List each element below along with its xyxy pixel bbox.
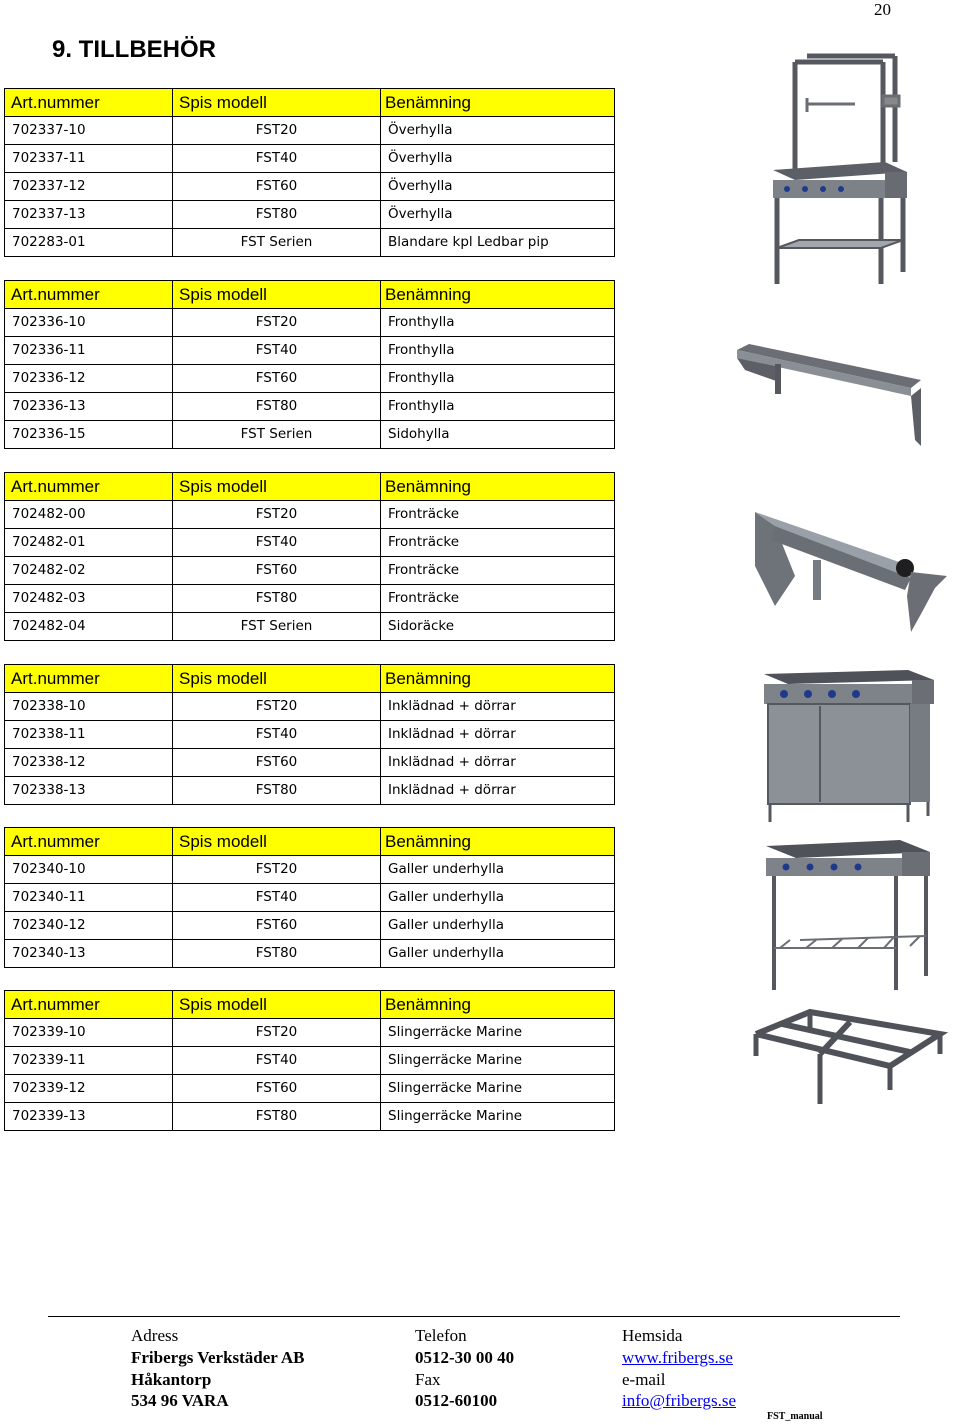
stove-model-cell: FST80 <box>173 777 381 805</box>
table-row <box>5 309 615 337</box>
designation-cell: Slingerräcke Marine <box>381 1019 615 1047</box>
stove-model-cell: FST20 <box>173 1019 381 1047</box>
art-number-cell: 702336-10 <box>5 309 173 337</box>
table-row <box>5 912 615 940</box>
footer-address-label: Adress <box>131 1326 179 1345</box>
header-art-number: Art.nummer <box>5 281 173 309</box>
header-stove-model: Spis modell <box>173 281 381 309</box>
header-art-number: Art.nummer <box>5 473 173 501</box>
header-stove-model: Spis modell <box>173 828 381 856</box>
stove-model-cell: FST80 <box>173 393 381 421</box>
art-number-cell: 702338-12 <box>5 749 173 777</box>
art-number-cell: 702482-04 <box>5 613 173 641</box>
table-row <box>5 421 615 449</box>
designation-cell: Sidohylla <box>381 421 615 449</box>
table-row <box>5 585 615 613</box>
accessory-table <box>4 472 615 641</box>
art-number-cell: 702337-10 <box>5 117 173 145</box>
designation-cell: Galler underhylla <box>381 912 615 940</box>
designation-cell: Galler underhylla <box>381 940 615 968</box>
stove-model-cell: FST60 <box>173 912 381 940</box>
table-header-row <box>5 281 615 309</box>
art-number-cell: 702337-13 <box>5 201 173 229</box>
manual-tag: FST_manual <box>767 1411 823 1422</box>
table-row <box>5 529 615 557</box>
accessory-table <box>4 827 615 968</box>
art-number-cell: 702336-13 <box>5 393 173 421</box>
art-number-cell: 702339-10 <box>5 1019 173 1047</box>
designation-cell: Fronthylla <box>381 393 615 421</box>
art-number-cell: 702338-10 <box>5 693 173 721</box>
designation-cell: Sidoräcke <box>381 613 615 641</box>
stove-model-cell: FST60 <box>173 1075 381 1103</box>
table-row <box>5 173 615 201</box>
art-number-cell: 702337-12 <box>5 173 173 201</box>
table-header-row <box>5 473 615 501</box>
section-title: 9. TILLBEHÖR <box>52 36 217 63</box>
header-designation: Benämning <box>381 991 615 1019</box>
designation-cell: Slingerräcke Marine <box>381 1075 615 1103</box>
art-number-cell: 702339-12 <box>5 1075 173 1103</box>
designation-cell: Fronträcke <box>381 501 615 529</box>
designation-cell: Inklädnad + dörrar <box>381 749 615 777</box>
designation-cell: Slingerräcke Marine <box>381 1103 615 1131</box>
stove-model-cell: FST80 <box>173 585 381 613</box>
header-stove-model: Spis modell <box>173 991 381 1019</box>
art-number-cell: 702340-12 <box>5 912 173 940</box>
art-number-cell: 702340-13 <box>5 940 173 968</box>
art-number-cell: 702283-01 <box>5 229 173 257</box>
stove-model-cell: FST20 <box>173 501 381 529</box>
designation-cell: Överhylla <box>381 201 615 229</box>
footer-fax-label: Fax <box>415 1370 441 1389</box>
table-row <box>5 693 615 721</box>
table-row <box>5 1075 615 1103</box>
marine-rail-illustration <box>750 994 950 1134</box>
cladding-doors-illustration <box>758 666 938 826</box>
designation-cell: Slingerräcke Marine <box>381 1047 615 1075</box>
stove-model-cell: FST40 <box>173 721 381 749</box>
accessory-table <box>4 664 615 805</box>
table-row <box>5 856 615 884</box>
table-row <box>5 501 615 529</box>
header-designation: Benämning <box>381 281 615 309</box>
footer-email-label: e-mail <box>622 1370 666 1389</box>
art-number-cell: 702339-11 <box>5 1047 173 1075</box>
table-row <box>5 337 615 365</box>
designation-cell: Överhylla <box>381 117 615 145</box>
header-designation: Benämning <box>381 665 615 693</box>
table-header-row <box>5 991 615 1019</box>
stove-model-cell: FST Serien <box>173 421 381 449</box>
designation-cell: Överhylla <box>381 145 615 173</box>
stove-model-cell: FST40 <box>173 884 381 912</box>
designation-cell: Inklädnad + dörrar <box>381 721 615 749</box>
designation-cell: Fronträcke <box>381 585 615 613</box>
table-header-row <box>5 89 615 117</box>
header-stove-model: Spis modell <box>173 473 381 501</box>
designation-cell: Fronthylla <box>381 309 615 337</box>
table-header-row <box>5 665 615 693</box>
designation-cell: Fronträcke <box>381 557 615 585</box>
table-row <box>5 884 615 912</box>
stove-model-cell: FST Serien <box>173 229 381 257</box>
art-number-cell: 702340-11 <box>5 884 173 912</box>
stove-model-cell: FST60 <box>173 173 381 201</box>
art-number-cell: 702336-12 <box>5 365 173 393</box>
art-number-cell: 702482-01 <box>5 529 173 557</box>
art-number-cell: 702482-00 <box>5 501 173 529</box>
table-row <box>5 365 615 393</box>
footer-phone: 0512-30 00 40 <box>415 1348 515 1367</box>
art-number-cell: 702337-11 <box>5 145 173 173</box>
header-art-number: Art.nummer <box>5 991 173 1019</box>
page-number: 20 <box>874 0 891 19</box>
header-designation: Benämning <box>381 828 615 856</box>
stove-model-cell: FST80 <box>173 1103 381 1131</box>
header-stove-model: Spis modell <box>173 665 381 693</box>
front-rail-illustration <box>735 506 950 636</box>
designation-cell: Överhylla <box>381 173 615 201</box>
stove-model-cell: FST20 <box>173 309 381 337</box>
designation-cell: Fronträcke <box>381 529 615 557</box>
designation-cell: Fronthylla <box>381 337 615 365</box>
header-art-number: Art.nummer <box>5 89 173 117</box>
art-number-cell: 702338-13 <box>5 777 173 805</box>
table-row <box>5 940 615 968</box>
footer-rule <box>48 1316 900 1317</box>
table-row <box>5 393 615 421</box>
table-header-row <box>5 828 615 856</box>
table-row <box>5 201 615 229</box>
footer-postal: 534 96 VARA <box>131 1391 229 1410</box>
stove-model-cell: FST40 <box>173 1047 381 1075</box>
stove-model-cell: FST80 <box>173 201 381 229</box>
stove-model-cell: FST Serien <box>173 613 381 641</box>
stove-model-cell: FST20 <box>173 117 381 145</box>
table-row <box>5 117 615 145</box>
accessory-table <box>4 990 615 1131</box>
footer-web-label: Hemsida <box>622 1326 683 1345</box>
designation-cell: Inklädnad + dörrar <box>381 693 615 721</box>
footer-street: Håkantorp <box>131 1370 212 1389</box>
art-number-cell: 702336-15 <box>5 421 173 449</box>
header-designation: Benämning <box>381 473 615 501</box>
header-art-number: Art.nummer <box>5 828 173 856</box>
designation-cell: Inklädnad + dörrar <box>381 777 615 805</box>
header-designation: Benämning <box>381 89 615 117</box>
accessory-table <box>4 280 615 449</box>
designation-cell: Fronthylla <box>381 365 615 393</box>
table-row <box>5 613 615 641</box>
overhead-shelf-stove-illustration <box>755 52 915 292</box>
art-number-cell: 702338-11 <box>5 721 173 749</box>
grid-undershelf-stove-illustration <box>760 836 940 996</box>
stove-model-cell: FST60 <box>173 557 381 585</box>
art-number-cell: 702336-11 <box>5 337 173 365</box>
stove-model-cell: FST40 <box>173 145 381 173</box>
accessory-table <box>4 88 615 257</box>
art-number-cell: 702482-03 <box>5 585 173 613</box>
stove-model-cell: FST80 <box>173 940 381 968</box>
designation-cell: Galler underhylla <box>381 856 615 884</box>
front-shelf-illustration <box>735 340 930 450</box>
header-stove-model: Spis modell <box>173 89 381 117</box>
art-number-cell: 702482-02 <box>5 557 173 585</box>
designation-cell: Blandare kpl Ledbar pip <box>381 229 615 257</box>
table-row <box>5 777 615 805</box>
stove-model-cell: FST60 <box>173 365 381 393</box>
footer-phone-label: Telefon <box>415 1326 467 1345</box>
art-number-cell: 702339-13 <box>5 1103 173 1131</box>
footer-company: Fribergs Verkstäder AB <box>131 1348 305 1367</box>
table-row <box>5 1019 615 1047</box>
table-row <box>5 1103 615 1131</box>
stove-model-cell: FST20 <box>173 693 381 721</box>
table-row <box>5 229 615 257</box>
table-row <box>5 145 615 173</box>
table-row <box>5 1047 615 1075</box>
stove-model-cell: FST40 <box>173 529 381 557</box>
stove-model-cell: FST40 <box>173 337 381 365</box>
designation-cell: Galler underhylla <box>381 884 615 912</box>
art-number-cell: 702340-10 <box>5 856 173 884</box>
header-art-number: Art.nummer <box>5 665 173 693</box>
footer-web-link[interactable]: www.fribergs.se <box>622 1348 733 1367</box>
table-row <box>5 557 615 585</box>
stove-model-cell: FST20 <box>173 856 381 884</box>
footer-email-link[interactable]: info@fribergs.se <box>622 1391 737 1410</box>
table-row <box>5 721 615 749</box>
table-row <box>5 749 615 777</box>
footer-fax: 0512-60100 <box>415 1391 498 1410</box>
stove-model-cell: FST60 <box>173 749 381 777</box>
